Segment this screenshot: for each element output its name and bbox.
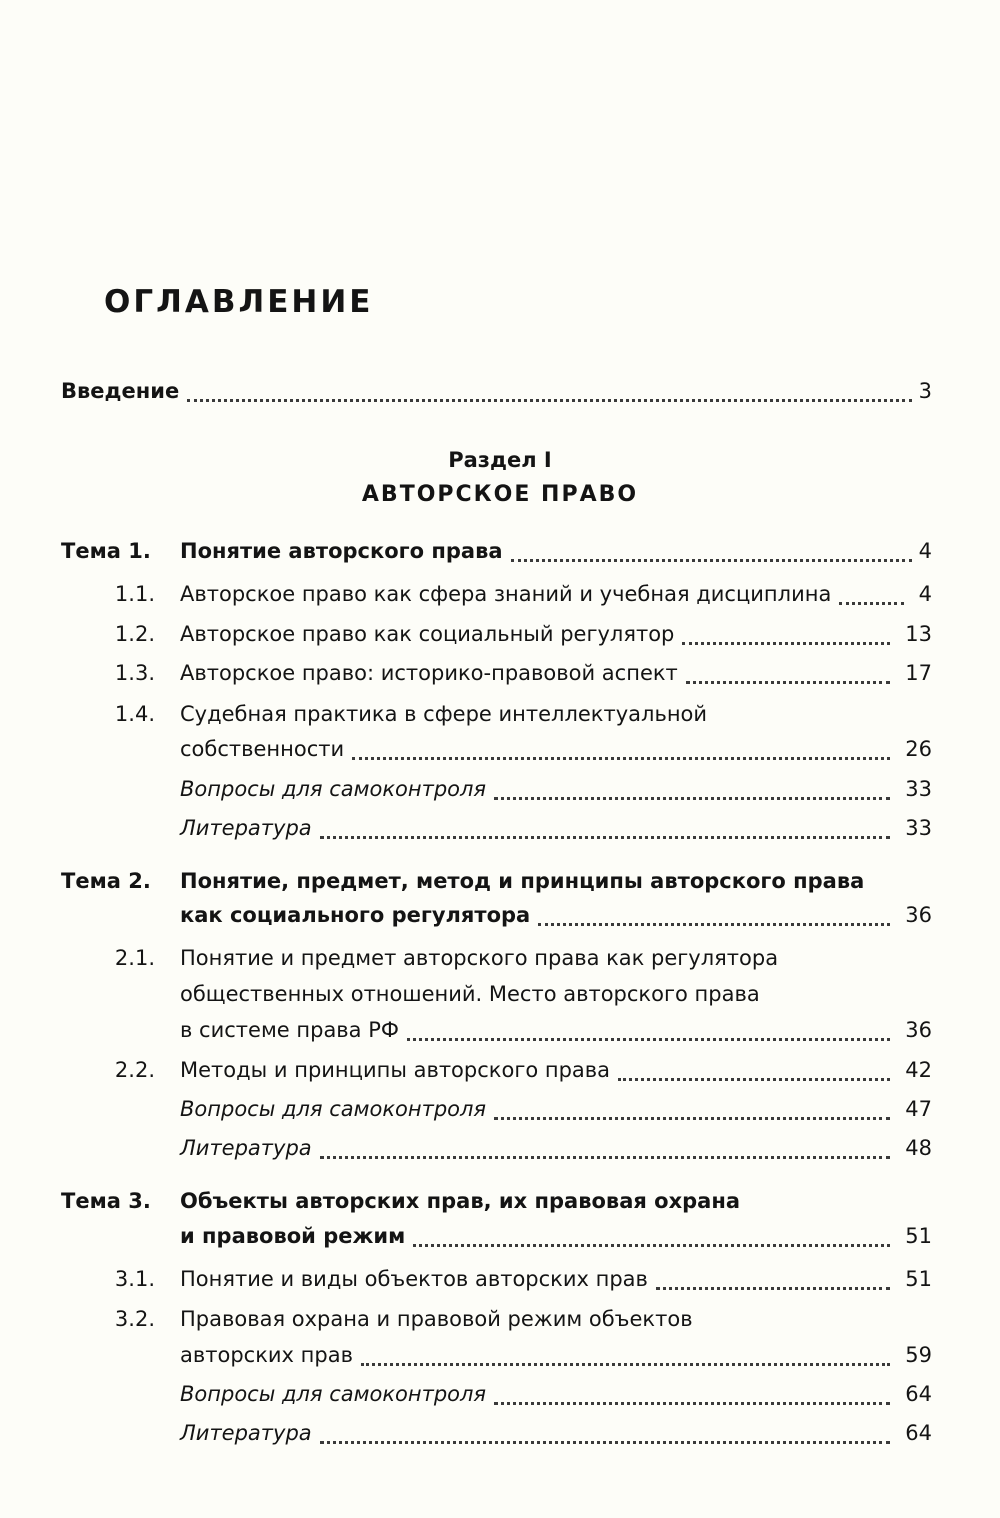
toc-entry-1-3[interactable]: [0, 656, 1000, 690]
toc-page-number: 33: [905, 777, 932, 801]
entry-number: 3.2.: [114, 1307, 155, 1331]
toc-page-number: 36: [905, 1018, 932, 1042]
dot-leader: [682, 642, 890, 645]
topic-title: как социального регулятора: [180, 903, 531, 927]
dot-leader: [494, 1117, 890, 1120]
dot-leader: [352, 757, 890, 760]
entry-title: в системе права РФ: [180, 1018, 399, 1042]
entry-number: 3.1.: [114, 1267, 155, 1291]
section-title: АВТОРСКОЕ ПРАВО: [361, 482, 639, 507]
dot-leader: [413, 1244, 890, 1247]
dot-leader: [686, 681, 890, 684]
toc-page-number: 3: [918, 379, 932, 403]
dot-leader: [618, 1078, 890, 1081]
toc-page-number: 59: [905, 1343, 932, 1367]
entry-number: 1.2.: [114, 622, 155, 646]
toc-entry-1-4[interactable]: [0, 697, 1000, 731]
toc-page-number: 64: [905, 1382, 932, 1406]
topic-number: Тема 1.: [61, 539, 151, 563]
toc-page-number: 17: [905, 661, 932, 685]
entry-title: Понятие и виды объектов авторских прав: [180, 1267, 648, 1291]
toc-topic-3[interactable]: [0, 1184, 1000, 1218]
topic-title: и правовой режим: [180, 1224, 406, 1248]
toc-entry-2-literature[interactable]: [0, 1131, 1000, 1165]
entry-title: Вопросы для самоконтроля: [180, 777, 487, 801]
toc-entry-2-questions[interactable]: [0, 1092, 1000, 1126]
dot-leader: [407, 1038, 890, 1041]
entry-title: Вопросы для самоконтроля: [180, 1382, 487, 1406]
section-label: Раздел I: [448, 448, 552, 472]
toc-page-number: 51: [905, 1224, 932, 1248]
entry-number: 1.4.: [114, 702, 155, 726]
toc-page-number: 48: [905, 1136, 932, 1160]
entry-title: авторских прав: [180, 1343, 353, 1367]
toc-page-number: 26: [905, 737, 932, 761]
toc-entry-3-2[interactable]: [0, 1302, 1000, 1336]
dot-leader: [494, 1402, 890, 1405]
toc-page-number: 4: [918, 539, 932, 563]
toc-page-number: 4: [918, 582, 932, 606]
topic-title: Объекты авторских прав, их правовая охрана: [180, 1189, 741, 1213]
toc-entry-2-1-cont1[interactable]: [0, 977, 1000, 1011]
dot-leader: [320, 1441, 890, 1444]
entry-title: Методы и принципы авторского права: [180, 1058, 611, 1082]
entry-title: Вопросы для самоконтроля: [180, 1097, 487, 1121]
toc-page-number: 64: [905, 1421, 932, 1445]
toc-entry-3-literature[interactable]: [0, 1416, 1000, 1450]
toc-page-number: 42: [905, 1058, 932, 1082]
toc-entry-1-2[interactable]: [0, 617, 1000, 651]
entry-number: 2.1.: [114, 946, 155, 970]
toc-page-number: 13: [905, 622, 932, 646]
dot-leader: [320, 1156, 890, 1159]
toc-entry-1-4-cont[interactable]: [0, 732, 1000, 766]
entry-title: Литература: [180, 1421, 312, 1445]
entry-title: Авторское право как социальный регулятор: [180, 622, 675, 646]
entry-title: Авторское право как сфера знаний и учебная дисциплина: [180, 582, 832, 606]
dot-leader: [538, 923, 890, 926]
toc-entry-1-questions[interactable]: [0, 772, 1000, 806]
toc-entry-1-literature[interactable]: [0, 811, 1000, 845]
entry-title: Понятие и предмет авторского права как регулятора: [180, 946, 779, 970]
dot-leader: [494, 797, 890, 800]
entry-number: 2.2.: [114, 1058, 155, 1082]
toc-page-number: 51: [905, 1267, 932, 1291]
page-title: ОГЛАВЛЕНИЕ: [104, 284, 374, 320]
dot-leader: [656, 1287, 890, 1290]
toc-entry-2-2[interactable]: [0, 1053, 1000, 1087]
toc-entry-2-1[interactable]: [0, 941, 1000, 975]
entry-title: Литература: [180, 816, 312, 840]
topic-number: Тема 3.: [61, 1189, 151, 1213]
entry-number: 1.3.: [114, 661, 155, 685]
toc-entry-3-1[interactable]: [0, 1262, 1000, 1296]
topic-title: Понятие, предмет, метод и принципы авторского права: [180, 869, 865, 893]
entry-title: Литература: [180, 1136, 312, 1160]
topic-title: Понятие авторского права: [180, 539, 503, 563]
toc-entry-3-2-cont[interactable]: [0, 1338, 1000, 1372]
dot-leader: [511, 559, 912, 562]
entry-number: 1.1.: [114, 582, 155, 606]
toc-topic-2[interactable]: [0, 864, 1000, 898]
toc-page-number: 36: [905, 903, 932, 927]
toc-topic-1[interactable]: [0, 534, 1000, 568]
topic-number: Тема 2.: [61, 869, 151, 893]
toc-entry-intro[interactable]: [0, 374, 1000, 408]
dot-leader: [839, 602, 904, 605]
toc-page-number: 33: [905, 816, 932, 840]
toc-entry-1-1[interactable]: [0, 577, 1000, 611]
dot-leader: [320, 836, 890, 839]
entry-title: собственности: [180, 737, 345, 761]
toc-entry-2-1-cont2[interactable]: [0, 1013, 1000, 1047]
toc-page-number: 47: [905, 1097, 932, 1121]
toc-topic-3-cont[interactable]: [0, 1219, 1000, 1253]
entry-title: общественных отношений. Место авторского права: [180, 982, 760, 1006]
toc-entry-3-questions[interactable]: [0, 1377, 1000, 1411]
dot-leader: [361, 1363, 890, 1366]
entry-title: Авторское право: историко-правовой аспект: [180, 661, 678, 685]
entry-title: Правовая охрана и правовой режим объектов: [180, 1307, 693, 1331]
entry-title: Судебная практика в сфере интеллектуальной: [180, 702, 708, 726]
dot-leader: [187, 399, 912, 402]
toc-topic-2-cont[interactable]: [0, 898, 1000, 932]
toc-entry-label: Введение: [61, 379, 180, 403]
